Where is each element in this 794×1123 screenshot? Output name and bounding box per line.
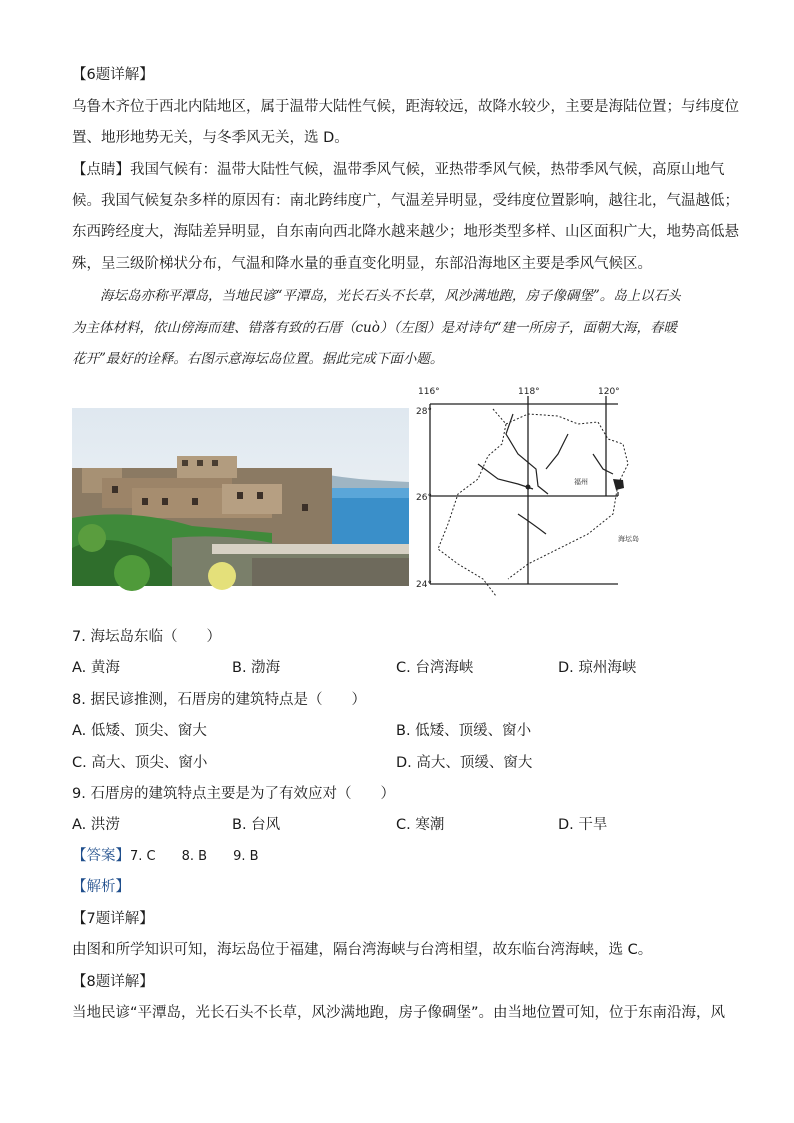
location-map-drawing bbox=[418, 384, 650, 606]
stone-house-photo bbox=[72, 408, 409, 586]
lon-label-116: 116° bbox=[418, 387, 440, 397]
tip-line-1: 【点睛】我国气候有：温带大陆性气候，温带季风气候，亚热带季风气候，热带季风气候，高原山地气 bbox=[72, 162, 725, 178]
lat-label-28: 28° bbox=[416, 407, 432, 417]
q9-option-c: C. 寒潮 bbox=[396, 817, 445, 833]
lon-label-118: 118° bbox=[518, 387, 540, 397]
question-8-stem: 8. 据民谚推测，石厝房的建筑特点是（ ） bbox=[72, 692, 366, 708]
q7-option-a: A. 黄海 bbox=[72, 660, 120, 676]
analysis-label: 【解析】 bbox=[72, 879, 130, 895]
q8-option-a: A. 低矮、顶尖、窗大 bbox=[72, 723, 207, 739]
q7-option-d: D. 琼州海峡 bbox=[558, 660, 637, 676]
lon-label-120: 120° bbox=[598, 387, 620, 397]
q8-option-b: B. 低矮、顶缓、窗小 bbox=[396, 723, 532, 739]
passage-line-3: 花开”最好的诠释。右图示意海坛岛位置。据此完成下面小题。 bbox=[72, 351, 444, 367]
city-label-fuzhou: 福州 bbox=[574, 478, 588, 486]
section-6-line-2: 置、地形地势无关，与冬季风无关，选 D。 bbox=[72, 130, 349, 146]
question-7-stem: 7. 海坛岛东临（ ） bbox=[72, 629, 221, 645]
answer-label: 【答案】 bbox=[72, 848, 130, 864]
question-9-stem: 9. 石厝房的建筑特点主要是为了有效应对（ ） bbox=[72, 786, 395, 802]
answer-values: 7. C 8. B 9. B bbox=[130, 849, 259, 864]
passage-line-1: 海坛岛亦称平潭岛，当地民谚“平潭岛，光长石头不长草，风沙满地跑，房子像碉堡”。岛上以石头 bbox=[100, 288, 681, 304]
tip-line-3: 东西跨经度大，海陆差异明显，自东南向西北降水越来越少；地形类型多样、山区面积广大，地势高低悬 bbox=[72, 224, 739, 240]
section-6-line-1: 乌鲁木齐位于西北内陆地区，属于温带大陆性气候，距海较远，故降水较少，主要是海陆位置；与纬度位 bbox=[72, 99, 739, 115]
tip-line-4: 殊，呈三级阶梯状分布，气温和降水量的垂直变化明显，东部沿海地区主要是季风气候区。 bbox=[72, 256, 652, 272]
section-6-heading: 【6题详解】 bbox=[72, 67, 154, 83]
lat-label-26: 26° bbox=[416, 493, 432, 503]
q8-option-c: C. 高大、顶尖、窗小 bbox=[72, 755, 208, 771]
passage-line-2: 为主体材料，依山傍海而建、错落有致的石厝（cuò）（左图）是对诗句“建一所房子，面朝大海，春暖 bbox=[72, 320, 678, 336]
q8-option-d: D. 高大、顶缓、窗大 bbox=[396, 755, 533, 771]
section-7-heading: 【7题详解】 bbox=[72, 911, 154, 927]
section-8-line-1: 当地民谚“平潭岛，光长石头不长草，风沙满地跑，房子像碉堡”。由当地位置可知，位于东南沿海，风 bbox=[72, 1005, 726, 1021]
section-8-heading: 【8题详解】 bbox=[72, 974, 154, 990]
q7-option-b: B. 渤海 bbox=[232, 660, 281, 676]
city-dot-icon bbox=[526, 485, 531, 490]
q9-option-b: B. 台风 bbox=[232, 817, 281, 833]
tip-line-2: 候。我国气候复杂多样的原因有：南北跨纬度广，气温差异明显，受纬度位置影响，越往北，气温越低； bbox=[72, 193, 739, 209]
island-label: 海坛岛 bbox=[618, 535, 639, 543]
q9-option-d: D. 干旱 bbox=[558, 817, 608, 833]
island-marker-icon bbox=[613, 479, 624, 490]
answer-row bbox=[72, 846, 259, 867]
location-map bbox=[418, 384, 650, 606]
q7-option-c: C. 台湾海峡 bbox=[396, 660, 474, 676]
lat-label-24: 24° bbox=[416, 580, 432, 590]
stone-house-photo-drawing bbox=[72, 408, 409, 586]
section-7-line-1: 由图和所学知识可知，海坛岛位于福建，隔台湾海峡与台湾相望，故东临台湾海峡，选 C。 bbox=[72, 942, 653, 958]
q9-option-a: A. 洪涝 bbox=[72, 817, 120, 833]
